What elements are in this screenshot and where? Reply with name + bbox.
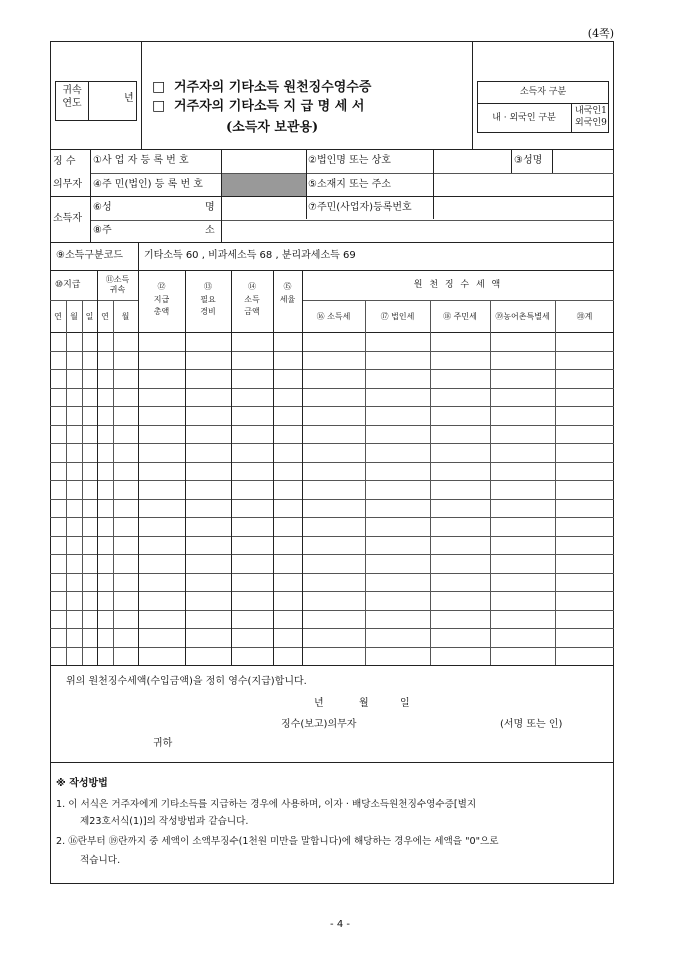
col-total-tax: ⑳계	[576, 312, 593, 321]
table-row[interactable]	[50, 462, 614, 481]
field-name-label: ③성명	[514, 155, 543, 166]
col-expense-num: ⑬	[204, 282, 212, 291]
table-row[interactable]	[50, 517, 614, 536]
checkbox-statement[interactable]: □	[152, 98, 166, 114]
table-row[interactable]	[50, 536, 614, 555]
divider	[141, 41, 142, 149]
table-row[interactable]	[50, 351, 614, 370]
year-label-2: 연도	[62, 98, 82, 109]
receipt-statement: 위의 원천징수세액(수입금액)을 정히 영수(지급)합니다.	[66, 676, 307, 687]
nationality-label: 내 · 외국인 구분	[492, 113, 556, 123]
title-statement: 거주자의 기타소득 지 급 명 세 서	[174, 99, 365, 114]
sign-label: (서명 또는 인)	[500, 719, 563, 730]
divider	[50, 762, 614, 763]
payer-section-label-2: 의무자	[53, 179, 82, 190]
table-row[interactable]	[50, 406, 614, 425]
field-company-name-label: ②법인명 또는 상호	[308, 155, 391, 166]
table-row[interactable]	[50, 610, 614, 629]
divider	[88, 81, 89, 121]
col-expense-1: 필요	[200, 295, 216, 304]
col-payment: ⑩지급	[55, 280, 81, 290]
divider	[50, 242, 614, 243]
instructions-title: ※ 작성방법	[56, 778, 108, 789]
addressee: 귀하	[153, 738, 173, 749]
option-foreign: 외국인9	[575, 118, 607, 128]
sub-year: 연	[54, 312, 62, 321]
table-row[interactable]	[50, 369, 614, 388]
table-row[interactable]	[50, 591, 614, 610]
col-total-1: 지급	[153, 295, 170, 304]
divider	[511, 149, 512, 173]
divider	[306, 149, 307, 219]
sub-day: 일	[85, 312, 94, 321]
title-receipt: 거주자의 기타소득 원천징수영수증	[174, 80, 372, 95]
instruction-1-line-2: 제23호서식(1)]의 작성방법과 같습니다.	[80, 816, 249, 827]
divider	[302, 300, 614, 301]
col-total-num: ⑫	[157, 282, 166, 291]
divider	[477, 103, 609, 104]
col-rate-1: 세율	[279, 295, 296, 304]
col-income-tax: ⑯ 소득세	[316, 312, 351, 321]
table-row[interactable]	[50, 388, 614, 407]
recipient-name-label-a: ⑥성	[93, 202, 112, 213]
col-resident-tax: ⑱ 주민세	[443, 312, 477, 321]
option-domestic: 내국인1	[575, 106, 607, 116]
year-label-1: 귀속	[62, 85, 82, 96]
divider	[90, 149, 91, 242]
table-row[interactable]	[50, 628, 614, 647]
table-row[interactable]	[50, 554, 614, 573]
withholding-header: 원 천 징 수 세 액	[413, 280, 503, 290]
instruction-2-line-1: 2. ⑯란부터 ⑲란까지 중 세액이 소액부징수(1천원 미만을 말합니다)에 해당하는 경우에는 세액을 "0"으로	[56, 836, 499, 847]
income-code-label: ⑨소득구분코드	[56, 250, 123, 261]
subtitle: (소득자 보관용)	[226, 120, 319, 135]
income-code-value: 기타소득 60 , 비과세소득 68 , 분리과세소득 69	[144, 250, 356, 261]
divider	[50, 196, 614, 197]
checkbox-receipt[interactable]: □	[152, 79, 166, 95]
col-income-2: 금액	[244, 307, 260, 316]
sub-month: 월	[70, 312, 78, 321]
year-unit: 년	[124, 93, 134, 104]
payer-signature-label: 징수(보고)의무자	[281, 719, 357, 730]
divider	[552, 149, 553, 173]
recipient-address-label-b: 소	[205, 225, 215, 236]
recipient-address-label-a: ⑧주	[93, 225, 112, 236]
table-row[interactable]	[50, 425, 614, 444]
recipient-section-label: 소득자	[53, 213, 82, 224]
col-corporate-tax: ⑰ 법인세	[380, 312, 415, 321]
table-row[interactable]	[50, 647, 614, 666]
divider	[472, 41, 473, 149]
divider	[433, 149, 434, 219]
table-row[interactable]	[50, 443, 614, 462]
col-rate-num: ⑮	[283, 282, 292, 291]
shaded-cell	[222, 174, 306, 196]
field-business-no-label: ①사 업 자 등 록 번 호	[93, 155, 189, 166]
recipient-name-label-b: 명	[205, 202, 215, 213]
table-row[interactable]	[50, 480, 614, 499]
col-expense-2: 경비	[200, 307, 216, 316]
divider	[50, 300, 138, 301]
date-month: 월	[359, 698, 369, 709]
divider	[138, 242, 139, 270]
sub-month-2: 월	[121, 312, 130, 321]
page-label: (4쪽)	[587, 27, 614, 40]
payer-section-label-1: 징 수	[53, 156, 76, 167]
table-row[interactable]	[50, 332, 614, 351]
page-number: - 4 -	[330, 919, 350, 930]
col-rural-tax: ⑲농어촌특별세	[495, 312, 550, 321]
instruction-1-line-1: 1. 이 서식은 거주자에게 기타소득를 지급하는 경우에 사용하며, 이자 · 배당소득원천징수영수증[별지	[56, 799, 477, 810]
income-type-title: 소득자 구분	[519, 87, 567, 97]
instruction-2-line-2: 적습니다.	[80, 855, 121, 866]
sub-year-2: 연	[101, 312, 109, 321]
field-resident-no-label: ④주 민(법인) 등 록 번 호	[93, 179, 203, 190]
divider	[50, 270, 614, 271]
divider	[90, 173, 614, 174]
col-income-1: 소득	[244, 295, 260, 304]
field-address-label: ⑤소재지 또는 주소	[308, 179, 391, 190]
col-attribution-1: ⑪소득	[105, 275, 130, 284]
date-year: 년	[314, 698, 324, 709]
table-row[interactable]	[50, 573, 614, 592]
divider	[571, 103, 572, 133]
col-income-num: ⑭	[248, 282, 256, 291]
recipient-id-label: ⑦주민(사업자)등록번호	[308, 202, 412, 213]
col-attribution-2: 귀속	[109, 285, 126, 294]
col-total-2: 총액	[153, 307, 170, 316]
table-row[interactable]	[50, 499, 614, 518]
date-day: 일	[400, 698, 410, 709]
divider	[90, 220, 614, 221]
divider	[50, 149, 614, 150]
